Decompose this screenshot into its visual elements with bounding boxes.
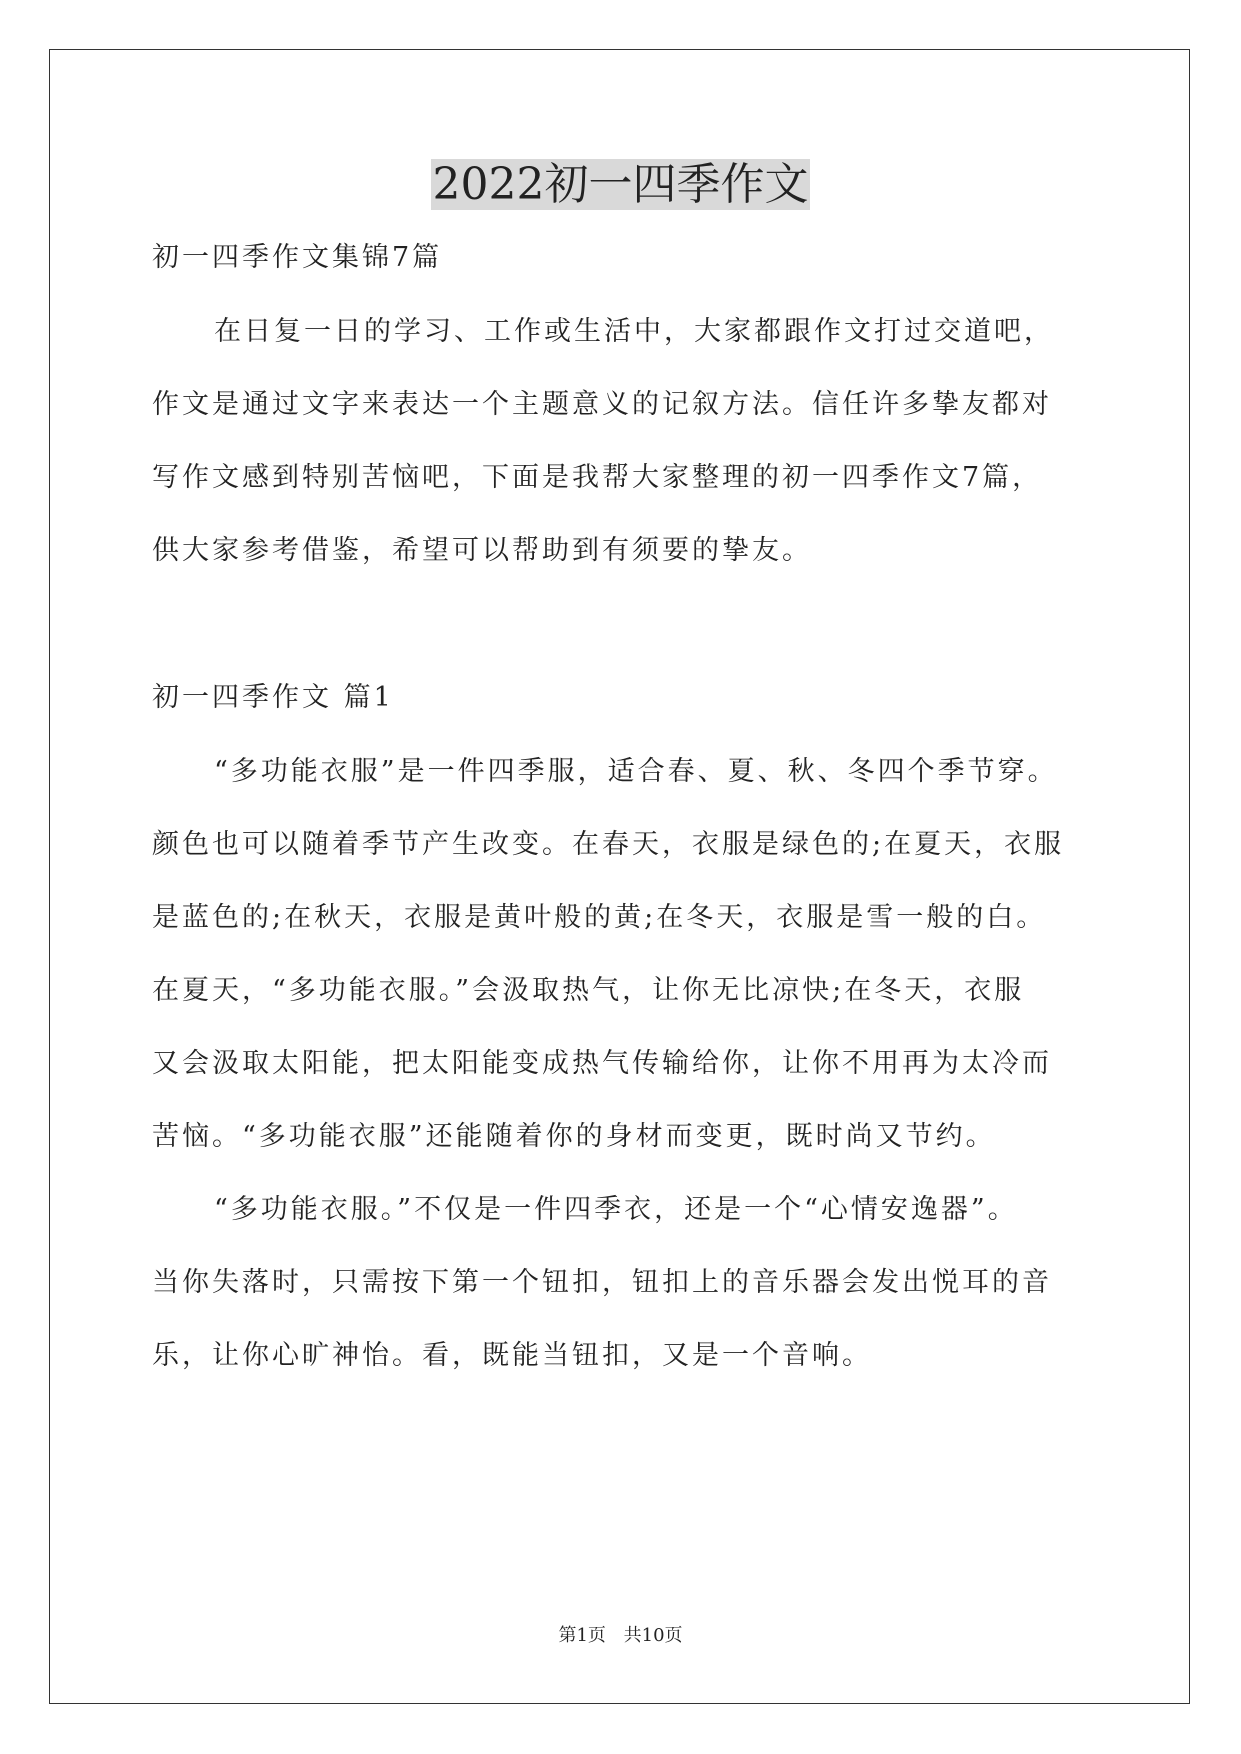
paragraph1-line-6: 苦恼。“多功能衣服”还能随着你的身材而变更，既时尚又节约。: [152, 1121, 996, 1152]
page-footer: [0, 1624, 1241, 1648]
paragraph1-line-3: 是蓝色的;在秋天，衣服是黄叶般的黄;在冬天，衣服是雪一般的白。: [152, 902, 1047, 933]
paragraph1-line-5: 又会汲取太阳能，把太阳能变成热气传输给你，让你不用再为太冷而: [152, 1048, 1052, 1079]
intro-line-1: 在日复一日的学习、工作或生活中，大家都跟作文打过交道吧，: [214, 316, 1054, 347]
page-border: [49, 49, 1190, 1704]
page-total: 共10页: [623, 1625, 683, 1646]
paragraph1-line-1: “多功能衣服”是一件四季服，适合春、夏、秋、冬四个季节穿。: [214, 756, 1058, 787]
document-title: [0, 158, 1241, 212]
paragraph2-line-1: “多功能衣服。”不仅是一件四季衣，还是一个“心情安逸器”。: [214, 1194, 1018, 1225]
collection-subtitle: 初一四季作文集锦7篇: [152, 242, 443, 273]
paragraph2-line-3: 乐，让你心旷神怡。看，既能当钮扣，又是一个音响。: [152, 1340, 872, 1371]
paragraph1-line-4: 在夏天，“多功能衣服。”会汲取热气，让你无比凉快;在冬天，衣服: [152, 975, 1025, 1006]
section-heading: 初一四季作文 篇1: [152, 682, 394, 713]
document-title-text: 2022初一四季作文: [432, 159, 809, 210]
paragraph2-line-2: 当你失落时，只需按下第一个钮扣，钮扣上的音乐器会发出悦耳的音: [152, 1267, 1052, 1298]
intro-line-4: 供大家参考借鉴，希望可以帮助到有须要的挚友。: [152, 535, 812, 566]
paragraph1-line-2: 颜色也可以随着季节产生改变。在春天，衣服是绿色的;在夏天，衣服: [152, 829, 1065, 860]
intro-line-3: 写作文感到特别苦恼吧，下面是我帮大家整理的初一四季作文7篇，: [152, 462, 1043, 493]
page-number: 第1页: [558, 1625, 606, 1646]
intro-line-2: 作文是通过文字来表达一个主题意义的记叙方法。信任许多挚友都对: [152, 389, 1052, 420]
